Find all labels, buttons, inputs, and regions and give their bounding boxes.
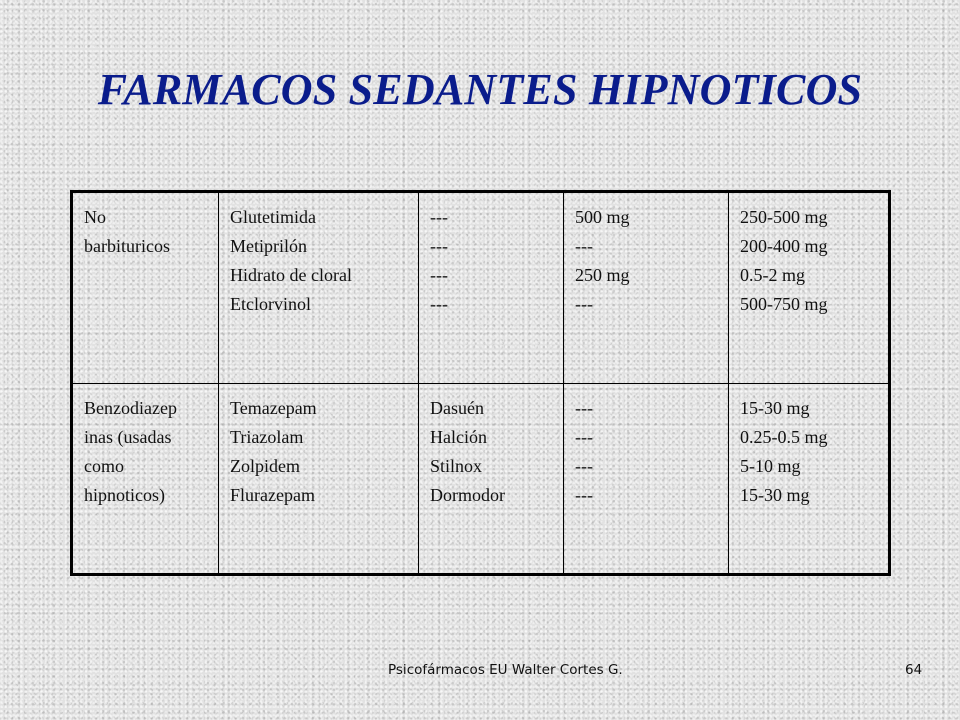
- cell-line: ---: [430, 265, 448, 285]
- brand-names-cell: [419, 192, 564, 384]
- cell-line: 250 mg: [575, 265, 630, 285]
- cell-line: ---: [575, 236, 593, 256]
- cell-line: ---: [430, 236, 448, 256]
- cell-line: Etclorvinol: [230, 294, 311, 314]
- drug-type-cell: [72, 192, 219, 384]
- cell-line: ---: [575, 484, 593, 505]
- cell-line: Zolpidem: [230, 455, 300, 476]
- cell-line: Dasuén: [430, 397, 484, 418]
- cell-line: ---: [430, 294, 448, 314]
- dose-cell: [564, 192, 729, 384]
- cell-line: ---: [575, 426, 593, 447]
- cell-line: hipnoticos): [84, 484, 165, 505]
- dose-range-cell: [729, 383, 890, 575]
- cell-line: inas (usadas: [84, 426, 172, 447]
- cell-line: 5-10 mg: [740, 455, 801, 476]
- brand-names-cell: [419, 383, 564, 575]
- cell-line: 250-500 mg: [740, 207, 828, 227]
- cell-line: Dormodor: [430, 484, 505, 505]
- cell-line: 15-30 mg: [740, 397, 810, 418]
- cell-line: 200-400 mg: [740, 236, 828, 256]
- drug-names-cell: [219, 192, 419, 384]
- cell-line: 0.5-2 mg: [740, 265, 805, 285]
- table-row: [72, 192, 890, 384]
- cell-line: Hidrato de cloral: [230, 265, 352, 285]
- cell-line: barbituricos: [84, 236, 170, 256]
- page-number: 64: [905, 662, 923, 678]
- cell-line: como: [84, 455, 124, 476]
- cell-line: 500-750 mg: [740, 294, 828, 314]
- footer-text: Psicofármacos EU Walter Cortes G.: [388, 662, 623, 678]
- cell-line: Halción: [430, 426, 487, 447]
- cell-line: Glutetimida: [230, 207, 316, 227]
- table-row: [72, 383, 890, 575]
- cell-line: Metiprilón: [230, 236, 307, 256]
- cell-line: ---: [575, 455, 593, 476]
- dose-range-cell: [729, 192, 890, 384]
- cell-line: Temazepam: [230, 397, 317, 418]
- cell-line: 500 mg: [575, 207, 630, 227]
- cell-line: No: [84, 207, 106, 227]
- cell-line: ---: [575, 294, 593, 314]
- cell-line: 15-30 mg: [740, 484, 810, 505]
- drug-table: [70, 190, 891, 576]
- cell-line: Flurazepam: [230, 484, 315, 505]
- cell-line: Triazolam: [230, 426, 304, 447]
- cell-line: Stilnox: [430, 455, 483, 476]
- cell-line: ---: [430, 207, 448, 227]
- drug-names-cell: [219, 383, 419, 575]
- cell-line: 0.25-0.5 mg: [740, 426, 828, 447]
- cell-line: ---: [575, 397, 593, 418]
- cell-line: Benzodiazep: [84, 397, 177, 418]
- drug-type-cell: [72, 383, 219, 575]
- dose-cell: [564, 383, 729, 575]
- slide-title: FARMACOS SEDANTES HIPNOTICOS: [97, 65, 863, 114]
